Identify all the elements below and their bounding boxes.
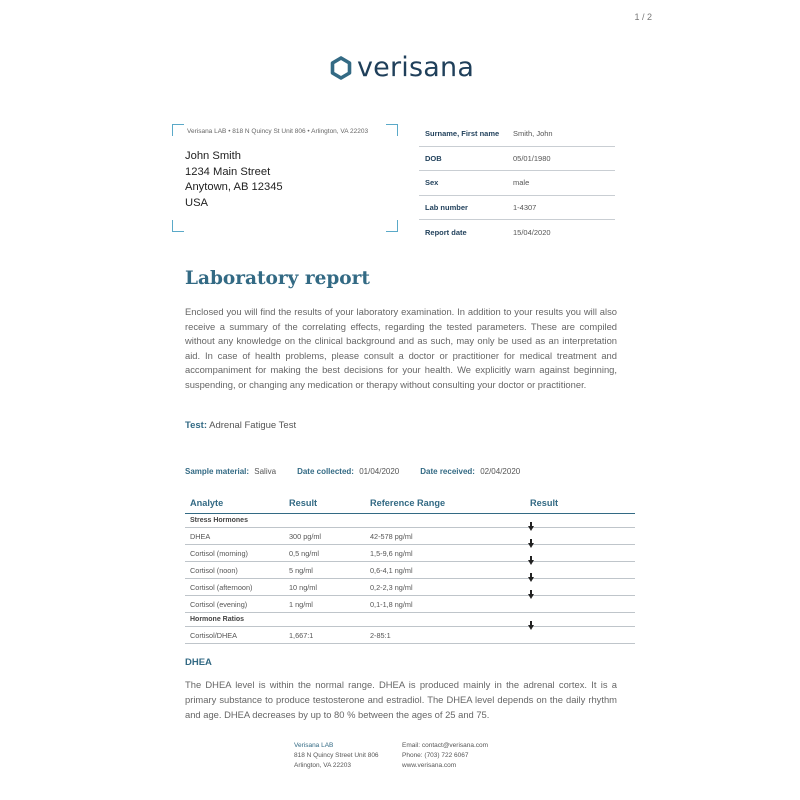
dhea-section-title: DHEA [185, 657, 212, 668]
verisana-logo [330, 52, 474, 83]
results-table [185, 492, 635, 644]
recipient-address [185, 149, 283, 211]
recipient-line: USA [185, 196, 209, 209]
result-row [185, 528, 635, 545]
patient-info-row [419, 122, 615, 147]
sample-material-value: Saliva [254, 467, 277, 476]
date-received-value: 02/04/2020 [480, 467, 521, 476]
results-header [185, 492, 635, 514]
recipient-line: 1234 Main Street [185, 165, 271, 178]
result-analyte: Cortisol (afternoon) [190, 582, 253, 592]
report-intro: Enclosed you will find the results of your laboratory examination. In addition to your results you will also receive a summary of the correlating effects, regarding the tested parameters. These are compiled without any knowledge on the clinical background and as such, may only be used as an interpretation aid. In case of health problems, please consult a doctor or practitioner for medical treatment and accompaniment for making the best decisions for your health. We explicitly warn against beginning, suspending, or changing any medication or therapy without consulting your doctor or practitioner. [185, 306, 617, 390]
page-number: 1 / 2 [634, 12, 652, 22]
dhea-section-text: The DHEA level is within the normal range. DHEA is produced mainly in the adrenal cortex. It is a primary substance to produce testosterone and estradiol. The DHEA level depends on the daily rhythm and age. DHEA decreases by up to 80 % between the ages of 25 and 75. [185, 679, 617, 721]
date-received-label: Date received: [420, 467, 475, 476]
address-window [172, 124, 398, 232]
recipient-line: John Smith [185, 150, 241, 162]
patient-info-row [419, 220, 615, 245]
patient-info-value: Smith, John [513, 129, 553, 139]
patient-info-value: 15/04/2020 [513, 227, 551, 237]
header-result: Result [289, 497, 318, 508]
result-range: 1,5-9,6 ng/ml [370, 548, 413, 558]
result-analyte: Cortisol (morning) [190, 548, 248, 558]
result-range: 0,1-1,8 ng/ml [370, 599, 413, 609]
result-value: 1,667:1 [289, 630, 314, 640]
footer [294, 741, 488, 771]
result-marker-icon [528, 590, 534, 599]
result-range: 2-85:1 [370, 630, 391, 640]
address-corner [172, 220, 184, 232]
patient-info-row [419, 147, 615, 172]
result-value: 0,5 ng/ml [289, 548, 320, 558]
patient-info-value: male [513, 178, 530, 188]
sample-material-label: Sample material: [185, 467, 250, 476]
footer-brand: Verisana LAB [294, 742, 334, 749]
result-marker-icon [528, 621, 534, 630]
result-value: 10 ng/ml [289, 582, 317, 592]
address-corner [172, 124, 184, 136]
header-analyte: Analyte [190, 497, 224, 508]
result-marker-icon [528, 556, 534, 565]
result-row [185, 596, 635, 613]
date-collected-value: 01/04/2020 [359, 467, 400, 476]
footer-address [294, 741, 402, 771]
patient-info-value: 05/01/1980 [513, 153, 551, 163]
result-row [185, 562, 635, 579]
header-reference-range: Reference Range [370, 497, 446, 508]
result-row [185, 579, 635, 596]
date-collected-label: Date collected: [297, 467, 354, 476]
result-analyte: Cortisol/DHEA [190, 630, 238, 640]
sample-info [185, 467, 541, 476]
patient-info-label: DOB [425, 153, 442, 163]
result-row [185, 627, 635, 644]
result-row [185, 545, 635, 562]
address-corner [386, 124, 398, 136]
test-line [185, 420, 296, 431]
hexagon-logo-icon [330, 56, 352, 80]
footer-line: 818 N Quincy Street Unit 806 [294, 752, 379, 759]
result-analyte: DHEA [190, 531, 211, 541]
footer-phone: Phone: (703) 722 6067 [402, 752, 469, 759]
result-value: 1 ng/ml [289, 599, 313, 609]
report-title: Laboratory report [185, 268, 370, 289]
result-marker-icon [528, 573, 534, 582]
test-value: Adrenal Fatigue Test [209, 420, 297, 431]
footer-line: Arlington, VA 22203 [294, 762, 351, 769]
brand-name: verisana [357, 52, 475, 83]
footer-website: www.verisana.com [402, 762, 457, 769]
patient-info-label: Sex [425, 178, 439, 188]
patient-info-row [419, 171, 615, 196]
patient-info-label: Surname, First name [425, 129, 500, 139]
result-range: 42-578 pg/ml [370, 531, 413, 541]
result-marker-icon [528, 522, 534, 531]
result-analyte: Cortisol (noon) [190, 565, 238, 575]
patient-info-label: Report date [425, 227, 467, 237]
results-group-heading: Hormone Ratios [185, 613, 635, 627]
result-value: 300 pg/ml [289, 531, 322, 541]
sender-address: Verisana LAB • 818 N Quincy St Unit 806 • Arlington, VA 22203 [187, 128, 369, 135]
patient-info-table [419, 122, 615, 245]
result-range: 0,2-2,3 ng/ml [370, 582, 413, 592]
result-value: 5 ng/ml [289, 565, 313, 575]
recipient-line: Anytown, AB 12345 [185, 181, 283, 193]
patient-info-row [419, 196, 615, 221]
address-corner [386, 220, 398, 232]
result-analyte: Cortisol (evening) [190, 599, 248, 609]
patient-info-value: 1-4307 [513, 202, 537, 212]
patient-info-label: Lab number [425, 202, 468, 212]
footer-contact [402, 741, 488, 771]
header-result-bar: Result [530, 497, 559, 508]
result-range: 0,6-4,1 ng/ml [370, 565, 413, 575]
footer-email: Email: contact@verisana.com [402, 742, 489, 749]
results-group-heading: Stress Hormones [185, 514, 635, 528]
test-label: Test: [185, 420, 207, 431]
result-marker-icon [528, 539, 534, 548]
